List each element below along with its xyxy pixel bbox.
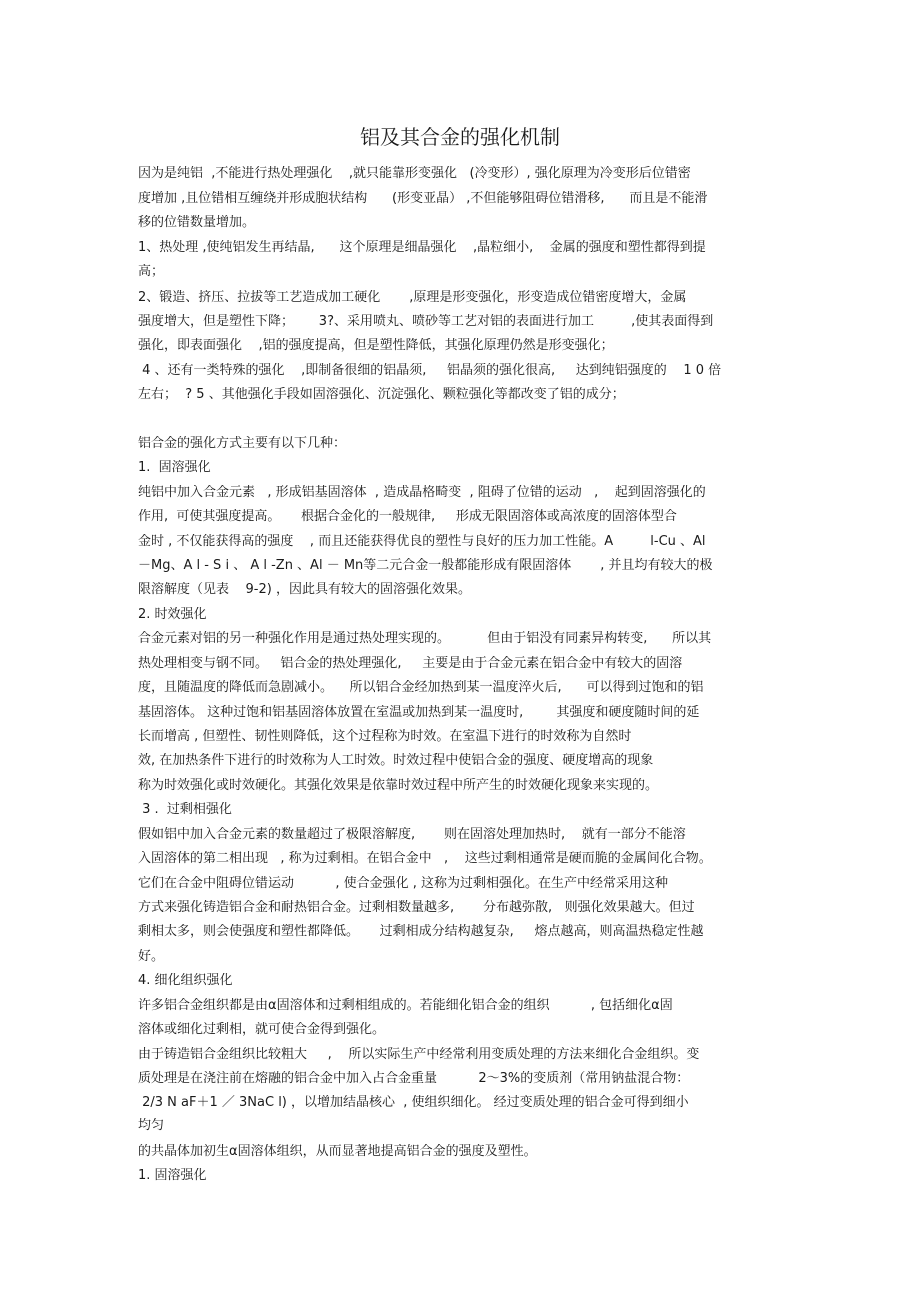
text-line: 入固溶体的第二相出现 , 称为过剩相。在铝合金中 , 这些过剩相通常是硬而脆的金属间化合物。 — [138, 851, 712, 866]
text-line: 移的位错数量增加。 — [138, 215, 256, 230]
text-line: 作用, 可使其强度提高。 根据合金化的一般规律, 形成无限固溶体或高浓度的固溶体型合 — [138, 509, 677, 524]
text-line: 度，且随温度的降低而急剧减小。 所以铝合金经加热到某一温度淬火后, 可以得到过饱和的铝 — [138, 680, 704, 695]
section-heading: 铝合金的强化方式主要有以下几种： — [138, 436, 347, 451]
text-line: 4 、还有一类特殊的强化 ,即制备很细的铝晶须, 铝晶须的强化很高, 达到纯铝强度的 1 0 倍 — [138, 363, 722, 378]
text-line: 因为是纯铝 ,不能进行热处理强化 ,就只能靠形变强化 (冷变形）, 强化原理为冷变形后位错密 — [138, 166, 691, 181]
text-line: 称为时效强化或时效硬化。其强化效果是依靠时效过程中所产生的时效硬化现象来实现的。 — [138, 778, 659, 793]
text-line: 溶体或细化过剩相，就可使合金得到强化。 — [138, 1022, 386, 1037]
text-line: 许多铝合金组织都是由α固溶体和过剩相组成的。若能细化铝合金的组织 , 包括细化α固 — [138, 998, 673, 1013]
text-line: 度增加 ,且位错相互缠绕并形成胞状结构 (形变亚晶） ,不但能够阻碍位错滑移, 而且是不能滑 — [138, 191, 708, 206]
text-line: 长而增高 , 但塑性、韧性则降低，这个过程称为时效。在室温下进行的时效称为自然时 — [138, 729, 632, 744]
text-line: 效, 在加热条件下进行的时效称为人工时效。时效过程中使铝合金的强度、硬度增高的现象 — [138, 753, 654, 768]
text-line: 强度增大，但是塑性下降； 3?、采用喷丸、喷砂等工艺对铝的表面进行加工 ,使其表面得到 — [138, 314, 714, 329]
section-heading: 3 . 过剩相强化 — [138, 802, 232, 817]
text-line: 剩相太多，则会使强度和塑性都降低。 过剩相成分结构越复杂, 熔点越高，则高温热稳定性越 — [138, 924, 704, 939]
text-line: 热处理相变与钢不同。 铝合金的热处理强化, 主要是由于合金元素在铝合金中有较大的固溶 — [138, 656, 683, 671]
text-line: 好。 — [138, 949, 165, 964]
text-line: 由于铸造铝合金组织比较粗大 , 所以实际生产中经常利用变质处理的方法来细化合金组织。变 — [138, 1047, 700, 1062]
text-line: 1、热处理 ,使纯铝发生再结晶, 这个原理是细晶强化 ,晶粒细小, 金属的强度和塑性都得到提 — [138, 240, 706, 255]
text-line: 基固溶体。 这种过饱和铝基固溶体放置在室温或加热到某一温度时, 其强度和硬度随时间的延 — [138, 705, 700, 720]
text-line: 它们在合金中阻碍位错运动 , 使合金强化 , 这称为过剩相强化。在生产中经常采用这种 — [138, 876, 668, 891]
section-heading: 2. 时效强化 — [138, 607, 207, 622]
text-line: 强化，即表面强化 ,铝的强度提高，但是塑性降低，其强化原理仍然是形变强化； — [138, 338, 614, 353]
text-line: 合金元素对铝的另一种强化作用是通过热处理实现的。 但由于铝没有同素异构转变, 所以其 — [138, 631, 712, 646]
text-line: 左右； ? 5 、其他强化手段如固溶强化、沉淀强化、颗粒强化等都改变了铝的成分； — [138, 387, 625, 402]
text-line: 高； — [138, 264, 165, 279]
text-line: 金时 , 不仅能获得高的强度 , 而且还能获得优良的塑性与良好的压力加工性能。A l-Cu 、Al — [138, 534, 706, 549]
section-heading: 4. 细化组织强化 — [138, 973, 233, 988]
section-heading: 1. 固溶强化 — [138, 1168, 207, 1183]
text-line: 假如铝中加入合金元素的数量超过了极限溶解度, 则在固溶处理加热时, 就有一部分不能溶 — [138, 827, 686, 842]
text-line: 质处理是在浇注前在熔融的铝合金中加入占合金重量 2～3%的变质剂（常用钠盐混合物： — [138, 1071, 690, 1086]
text-line: 2、锻造、挤压、拉拔等工艺造成加工硬化 ,原理是形变强化，形变造成位错密度增大，金属 — [138, 290, 687, 305]
text-line: 纯铝中加入合金元素 , 形成铝基固溶体 , 造成晶格畸变 , 阻碍了位错的运动 , 起到固溶强化的 — [138, 485, 706, 500]
section-heading: 1. 固溶强化 — [138, 460, 211, 475]
text-line: －Mg、A l - S i 、 A l -Zn 、Al － Mn等二元合金一般都能形成有限固溶体 , 并且均有较大的极 — [138, 558, 713, 573]
text-line: 均匀 — [138, 1118, 165, 1133]
text-line: 的共晶体加初生α固溶体组织，从而显著地提高铝合金的强度及塑性。 — [138, 1144, 537, 1159]
text-line: 限溶解度（见表 9-2) ，因此具有较大的固溶强化效果。 — [138, 582, 471, 597]
text-line: 2/3 N aF＋1 ／ 3NaC l) ，以增加结晶核心 , 使组织细化。 经过变质处理的铝合金可得到细小 — [138, 1095, 689, 1110]
page-title: 铝及其合金的强化机制 — [360, 125, 560, 149]
text-line: 方式来强化铸造铝合金和耐热铝合金。过剩相数量越多, 分布越弥散, 则强化效果越大。但过 — [138, 900, 695, 915]
